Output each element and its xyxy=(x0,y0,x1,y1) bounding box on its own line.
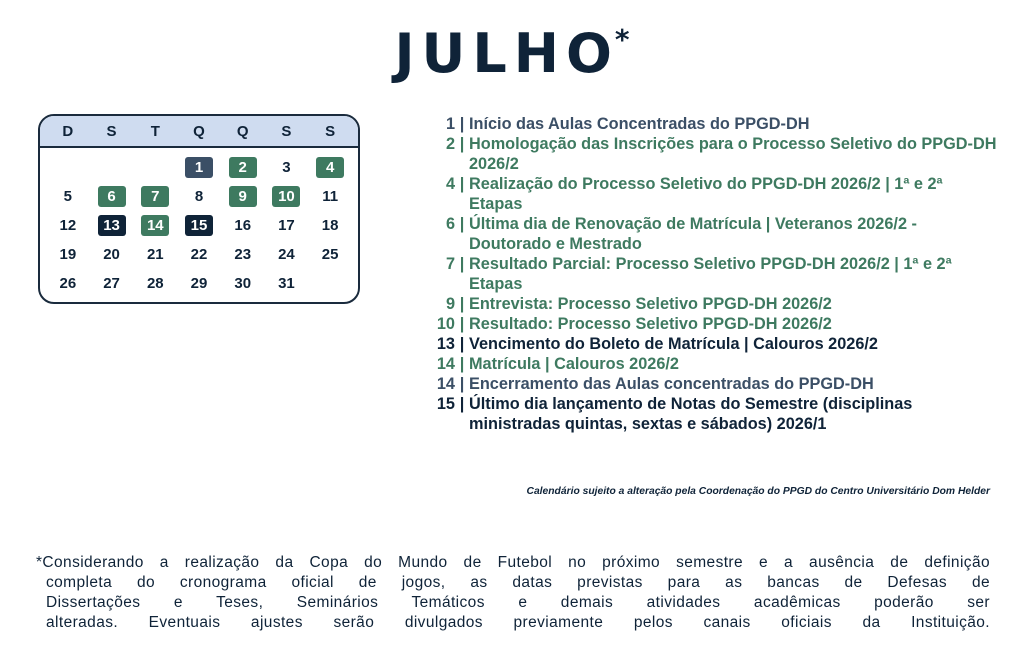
calendar-cell xyxy=(221,153,265,182)
weekday-label: D xyxy=(62,122,74,140)
calendar-day: 3 xyxy=(282,159,291,176)
event-day: 14 xyxy=(436,355,455,373)
calendar-cell xyxy=(90,211,134,240)
event-day: 4 xyxy=(445,175,455,193)
event-text: Vencimento do Boleto de Matrícula | Calouros 2026/2 xyxy=(469,335,878,353)
weekday-label: T xyxy=(150,122,160,140)
month-calendar xyxy=(38,114,360,304)
event-item xyxy=(420,114,1000,134)
calendar-day: 24 xyxy=(278,246,295,263)
footnote xyxy=(36,553,990,633)
calendar-cell xyxy=(308,153,352,182)
calendar-cell xyxy=(221,240,265,269)
calendar-cell xyxy=(90,269,134,298)
event-item xyxy=(420,294,1000,314)
calendar-grid xyxy=(40,148,358,298)
calendar-day: 5 xyxy=(63,188,73,205)
calendar-cell xyxy=(90,240,134,269)
calendar-day: 16 xyxy=(234,217,252,234)
calendar-day: 18 xyxy=(321,217,339,234)
event-day: 9 xyxy=(445,295,455,313)
event-day: 13 xyxy=(436,335,455,353)
event-separator: | xyxy=(459,335,465,353)
highlighted-day: 15 xyxy=(185,215,213,236)
calendar-cell xyxy=(133,269,177,298)
event-separator: | xyxy=(459,215,465,233)
calendar-cell xyxy=(265,153,309,182)
event-text: Resultado Parcial: Processo Seletivo PPGD-DH 2026/2 | 1ª e 2ª Etapas xyxy=(469,255,952,293)
title-text: JULHO xyxy=(394,22,619,85)
event-day: 10 xyxy=(436,315,455,333)
calendar-day: 28 xyxy=(146,275,164,292)
highlighted-day: 7 xyxy=(141,186,169,207)
footnote-line: *Considerando a realização da Copa do Mundo de Futebol no próximo semestre e a ausência de definição xyxy=(36,554,990,571)
event-item xyxy=(420,174,1000,214)
event-day: 6 xyxy=(445,215,455,233)
event-day: 14 xyxy=(436,375,455,393)
calendar-day: 26 xyxy=(59,275,77,292)
calendar-cell xyxy=(46,182,90,211)
calendar-cell xyxy=(46,153,90,182)
calendar-cell xyxy=(133,182,177,211)
event-text: Homologação das Inscrições para o Processo Seletivo do PPGD-DH 2026/2 xyxy=(469,135,997,173)
event-item xyxy=(420,334,1000,354)
calendar-cell xyxy=(133,153,177,182)
calendar-day: 22 xyxy=(190,246,208,263)
event-text: Encerramento das Aulas concentradas do PPGD-DH xyxy=(469,375,874,393)
calendar-cell xyxy=(221,211,265,240)
event-separator: | xyxy=(459,175,465,193)
event-text: Último dia lançamento de Notas do Semestre (disciplinas ministradas quintas, sextas e sábados) 2026/1 xyxy=(469,395,913,433)
calendar-cell xyxy=(177,269,221,298)
calendar-day: 23 xyxy=(234,246,252,263)
calendar-cell xyxy=(46,269,90,298)
event-text: Realização do Processo Seletivo do PPGD-DH 2026/2 | 1ª e 2ª Etapas xyxy=(469,175,943,213)
event-list xyxy=(420,114,1000,434)
weekday-label: S xyxy=(281,122,292,140)
weekday-header xyxy=(40,116,358,148)
calendar-cell xyxy=(265,182,309,211)
calendar-cell xyxy=(265,269,309,298)
calendar-day: 19 xyxy=(59,246,77,263)
calendar-day: 21 xyxy=(146,246,164,263)
event-day: 15 xyxy=(436,395,455,413)
footnote-line: alteradas. Eventuais ajustes serão divulgados previamente pelos canais oficiais da Instituição. xyxy=(46,614,990,631)
event-text: Entrevista: Processo Seletivo PPGD-DH 2026/2 xyxy=(469,295,832,313)
calendar-cell xyxy=(308,269,352,298)
calendar-cell xyxy=(177,240,221,269)
calendar-day: 29 xyxy=(190,275,208,292)
weekday-label: S xyxy=(325,122,336,140)
event-item xyxy=(420,254,1000,294)
title-asterisk: * xyxy=(614,23,630,56)
calendar-day: 12 xyxy=(59,217,77,234)
weekday-label: Q xyxy=(236,122,249,140)
calendar-cell xyxy=(90,182,134,211)
calendar-cell xyxy=(90,153,134,182)
event-text: Matrícula | Calouros 2026/2 xyxy=(469,355,679,373)
page-title xyxy=(0,22,1024,85)
footnote-line: completa do cronograma oficial de jogos, as datas previstas para as bancas de Defesas de xyxy=(46,574,990,591)
calendar-cell xyxy=(177,153,221,182)
event-text: Início das Aulas Concentradas do PPGD-DH xyxy=(469,115,810,133)
calendar-cell xyxy=(265,240,309,269)
calendar-cell xyxy=(308,211,352,240)
highlighted-day: 10 xyxy=(272,186,300,207)
calendar-day: 17 xyxy=(278,217,295,234)
highlighted-day: 14 xyxy=(141,215,169,236)
calendar-day: 25 xyxy=(321,246,339,263)
calendar-cell xyxy=(221,269,265,298)
event-separator: | xyxy=(459,255,465,273)
event-separator: | xyxy=(459,355,465,373)
footnote-line: Dissertações e Teses, Seminários Temáticos e demais atividades acadêmicas poderão ser xyxy=(46,594,990,611)
event-separator: | xyxy=(459,295,465,313)
event-separator: | xyxy=(459,115,465,133)
calendar-day: 11 xyxy=(322,188,339,205)
event-item xyxy=(420,134,1000,174)
disclaimer-note: Calendário sujeito a alteração pela Coordenação do PPGD do Centro Universitário Dom Helder xyxy=(526,486,990,497)
calendar-cell xyxy=(177,182,221,211)
event-day: 7 xyxy=(445,255,455,273)
event-text: Última dia de Renovação de Matrícula | Veteranos 2026/2 - Doutorado e Mestrado xyxy=(469,215,917,253)
highlighted-day: 9 xyxy=(229,186,257,207)
highlighted-day: 6 xyxy=(98,186,126,207)
highlighted-day: 2 xyxy=(229,157,257,178)
event-text: Resultado: Processo Seletivo PPGD-DH 2026/2 xyxy=(469,315,832,333)
event-item xyxy=(420,214,1000,254)
weekday-label: Q xyxy=(193,122,205,140)
calendar-cell xyxy=(308,182,352,211)
calendar-cell xyxy=(133,211,177,240)
calendar-day: 30 xyxy=(234,275,252,292)
calendar-cell xyxy=(221,182,265,211)
calendar-day: 20 xyxy=(103,246,120,263)
event-day: 1 xyxy=(445,115,455,133)
highlighted-day: 4 xyxy=(316,157,344,178)
calendar-day: 27 xyxy=(103,275,120,292)
event-separator: | xyxy=(459,315,465,333)
event-item xyxy=(420,394,1000,434)
highlighted-day: 13 xyxy=(98,215,126,236)
calendar-day: 8 xyxy=(194,188,204,205)
weekday-label: S xyxy=(106,122,117,140)
calendar-cell xyxy=(46,211,90,240)
calendar-cell xyxy=(308,240,352,269)
event-item xyxy=(420,314,1000,334)
event-day: 2 xyxy=(445,135,455,153)
calendar-cell xyxy=(133,240,177,269)
event-separator: | xyxy=(459,375,465,393)
calendar-cell xyxy=(177,211,221,240)
calendar-day: 31 xyxy=(278,275,295,292)
event-item xyxy=(420,374,1000,394)
event-separator: | xyxy=(459,135,465,153)
highlighted-day: 1 xyxy=(185,157,213,178)
calendar-cell xyxy=(46,240,90,269)
calendar-cell xyxy=(265,211,309,240)
event-separator: | xyxy=(459,395,465,413)
event-item xyxy=(420,354,1000,374)
